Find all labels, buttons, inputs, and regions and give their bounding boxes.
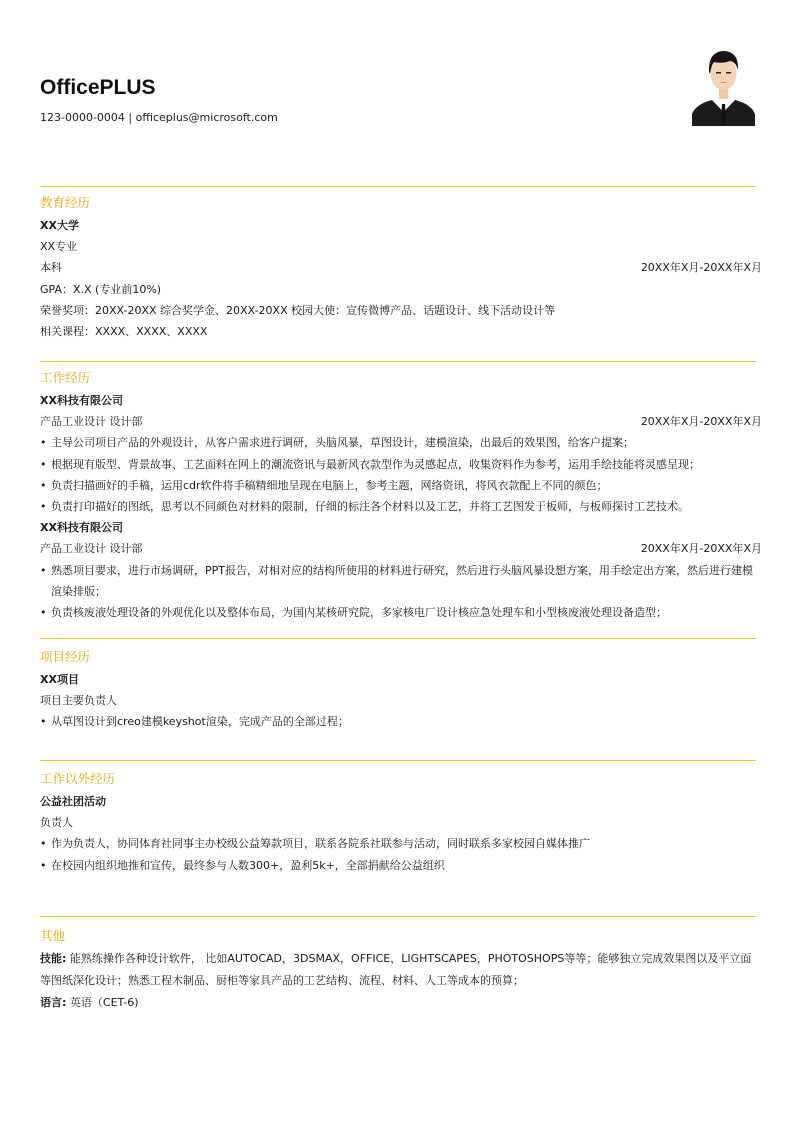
- job-role: 产品工业设计 设计部: [40, 542, 143, 556]
- gpa: GPA：X.X (专业前10%): [40, 282, 162, 296]
- job-dates: 20XX年X月-20XX年X月: [640, 415, 762, 429]
- job-bullet: • 负责扫描画好的手稿，运用cdr软件将手稿精细地呈现在电脑上，参考主题，网络资讯，将风衣款配上不同的颜色；: [40, 475, 762, 496]
- language-label: 语言:: [40, 996, 67, 1009]
- job-entry: [40, 390, 762, 517]
- job-entry: [40, 517, 762, 623]
- project-bullet: • 从草图设计到creo建模keyshot渲染，完成产品的全部过程；: [40, 711, 762, 732]
- skills-text: 能熟练操作各种设计软件， 比如AUTOCAD，3DSMAX，OFFICE，LIGHTSCAPES，PHOTOSHOPS等等；能够独立完成效果图以及平立面等图纸深化设计；熟悉工程木制品、厨柜等家具产品的工艺结构、流程、材料、人工等成本的预算；: [40, 952, 752, 987]
- skills: [40, 948, 762, 992]
- contact-info: 123-0000-0004 | officeplus@microsoft.com: [40, 111, 278, 124]
- job-bullet: • 负责打印描好的图纸，思考以不同颜色对材料的限制，仔细的标注各个材料以及工艺，并将工艺图发于板师，与板师探讨工艺技术。: [40, 496, 762, 517]
- job-bullet: • 根据现有版型、背景故事、工艺面料在网上的潮流资讯与最新风衣款型作为灵感起点，收集资料作为参考，运用手绘技能将灵感呈现；: [40, 454, 762, 475]
- section-title: 其他: [40, 928, 66, 943]
- language: [40, 992, 762, 1014]
- education-section: [40, 193, 762, 342]
- section-divider: [40, 186, 756, 187]
- honors: 荣誉奖项：20XX-20XX 综合奖学金、20XX-20XX 校园大使：宣传微博产品、话题设计、线下活动设计等: [40, 303, 556, 317]
- company-name: XX科技有限公司: [40, 394, 123, 407]
- skills-label: 技能:: [40, 952, 67, 965]
- job-bullet: • 主导公司项目产品的外观设计，从客户需求进行调研，头脑风暴，草图设计，建模渲染，出最后的效果图，给客户提案；: [40, 432, 762, 453]
- avatar-photo: [692, 42, 755, 126]
- outside-work-section: [40, 769, 762, 876]
- activity-bullet: • 在校园内组织地推和宣传，最终参与人数300+，盈利5k+，全部捐献给公益组织: [40, 855, 762, 876]
- other-section: [40, 926, 762, 1014]
- degree-row: [40, 257, 762, 278]
- job-role-row: [40, 538, 762, 559]
- degree: 本科: [40, 261, 62, 275]
- section-title: 工作经历: [40, 370, 91, 385]
- job-dates: 20XX年X月-20XX年X月: [640, 542, 762, 556]
- job-role: 产品工业设计 设计部: [40, 415, 143, 429]
- work-section: [40, 368, 762, 623]
- activity-role: 负责人: [40, 816, 73, 830]
- section-divider: [40, 638, 756, 639]
- courses: 相关课程：XXXX、XXXX、XXXX: [40, 324, 208, 338]
- activity-bullet: • 作为负责人，协同体育社同事主办校级公益筹款项目，联系各院系社联参与活动，同时联系多家校园自媒体推广: [40, 833, 762, 854]
- section-divider: [40, 361, 756, 362]
- job-role-row: [40, 411, 762, 432]
- company-name: XX科技有限公司: [40, 521, 123, 535]
- job-bullet: • 负责核废液处理设备的外观优化以及整体布局，为国内某核研究院，多家核电厂设计核应急处理车和小型核废液处理设备造型；: [40, 602, 762, 623]
- school-name: XX大学: [40, 219, 79, 232]
- activity-name: 公益社团活动: [40, 795, 106, 808]
- language-text: 英语（CET-6): [66, 996, 139, 1009]
- section-divider: [40, 760, 756, 761]
- education-dates: 20XX年X月-20XX年X月: [640, 261, 762, 275]
- major: XX专业: [40, 240, 78, 254]
- project-name: XX项目: [40, 673, 79, 686]
- section-title: 教育经历: [40, 195, 91, 210]
- project-role: 项目主要负责人: [40, 694, 117, 708]
- project-section: [40, 647, 762, 733]
- section-title: 项目经历: [40, 649, 91, 664]
- section-title: 工作以外经历: [40, 771, 116, 786]
- candidate-name: OfficePLUS: [40, 76, 156, 99]
- section-divider: [40, 916, 756, 917]
- job-bullet: • 熟悉项目要求，进行市场调研，PPT报告，对相对应的结构所使用的材料进行研究，然后进行头脑风暴设想方案，用手绘定出方案，然后进行建模渲染排版；: [40, 560, 762, 602]
